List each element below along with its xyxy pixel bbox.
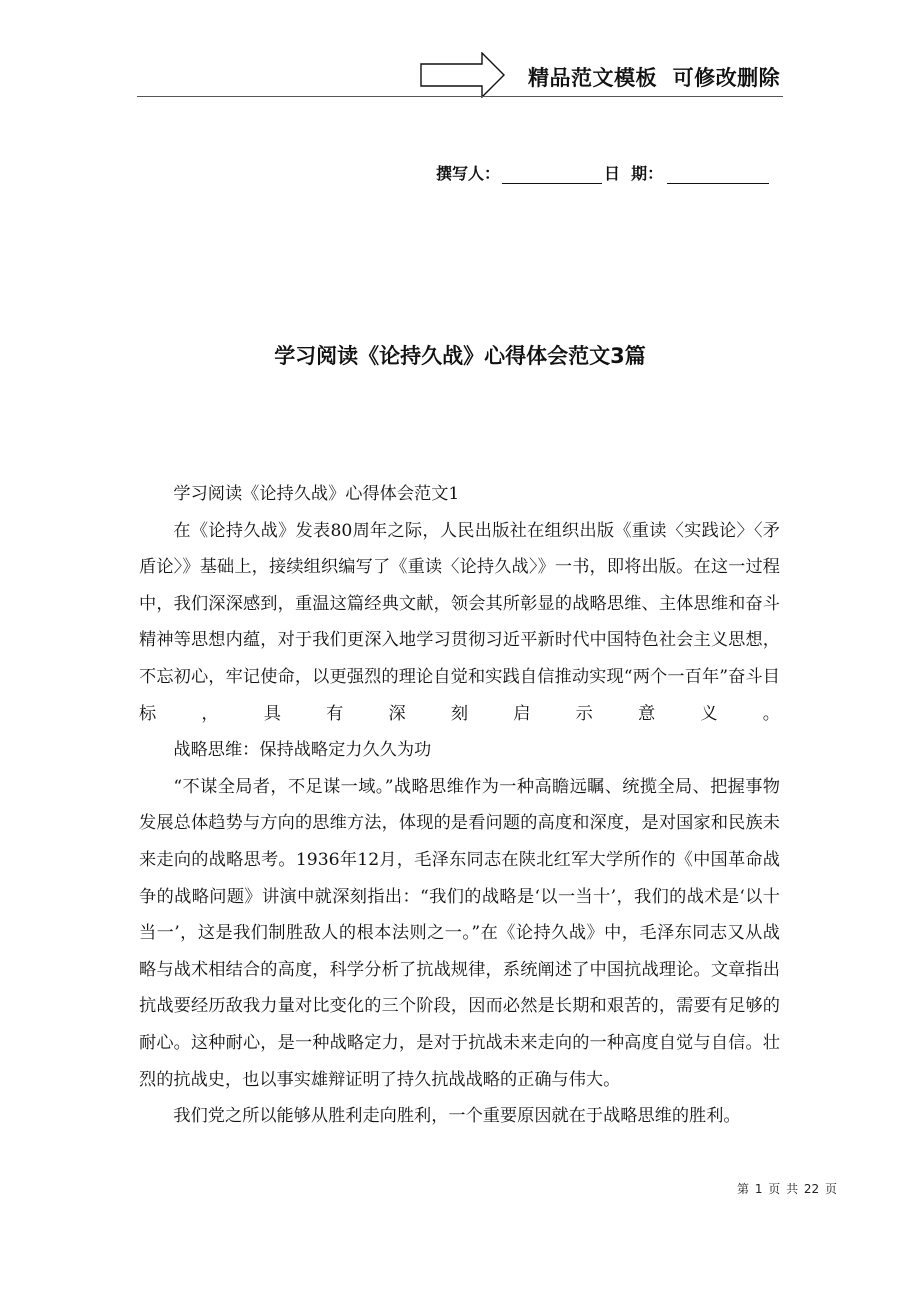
body-paragraph: “不谋全局者，不足谋一域。”战略思维作为一种高瞻远瞩、统揽全局、把握事物发展总体趋势与方向的思维方法，体现的是看问题的高度和深度，是对国家和民族未来走向的战略思考。1936年12月，毛泽东同志在陕北红军大学所作的《中国革命战争的战略问题》讲演中就深刻指出：“我们的战略是‘以一当十’，我们的战术是‘以十当一’，这是我们制胜敌人的根本法则之一。”在《论持久战》中，毛泽东同志又从战略与战术相结合的高度，科学分析了抗战规律，系统阐述了中国抗战理论。文章指出抗战要经历敌我力量对比变化的三个阶段，因而必然是长期和艰苦的，需要有足够的耐心。这种耐心，是一种战略定力，是对于抗战未来走向的一种高度自觉与自信。壮烈的抗战史，也以事实雄辩证明了持久抗战战略的正确与伟大。 (139, 776, 780, 1090)
author-date-line (436, 161, 769, 184)
header-tag-text: 精品范文模板 可修改删除 (528, 66, 781, 90)
author-blank-field[interactable] (502, 165, 602, 184)
document-title: 学习阅读《论持久战》心得体会范文3篇 (274, 344, 646, 368)
section-heading: 学习阅读《论持久战》心得体会范文1 (173, 484, 460, 504)
author-label: 撰写人： (436, 164, 501, 183)
body-paragraph: 在《论持久战》发表80周年之际，人民出版社在组织出版《重读〈实践论〉〈矛盾论〉》基础上，接续组织编写了《重读〈论持久战〉》一书，即将出版。在这一过程中，我们深深感到，重温这篇经典文献，领会其所彰显的战略思维、主体思维和奋斗精神等思想内蕴，对于我们更深入地学习贯彻习近平新时代中国特色社会主义思想，不忘初心，牢记使命，以更强烈的理论自觉和实践自信推动实现“两个一百年”奋斗目标，具有深刻启示意义。 (139, 520, 780, 724)
document-body (139, 476, 780, 1135)
date-label: 日 期： (604, 164, 664, 183)
right-arrow-outline-icon (420, 52, 506, 98)
section-heading: 战略思维：保持战略定力久久为功 (173, 740, 432, 761)
header-divider (137, 96, 783, 97)
date-blank-field[interactable] (667, 165, 769, 184)
body-paragraph: 我们党之所以能够从胜利走向胜利，一个重要原因就在于战略思维的胜利。 (173, 1106, 741, 1127)
page-indicator: 第 1 页 共 22 页 (737, 1182, 837, 1196)
